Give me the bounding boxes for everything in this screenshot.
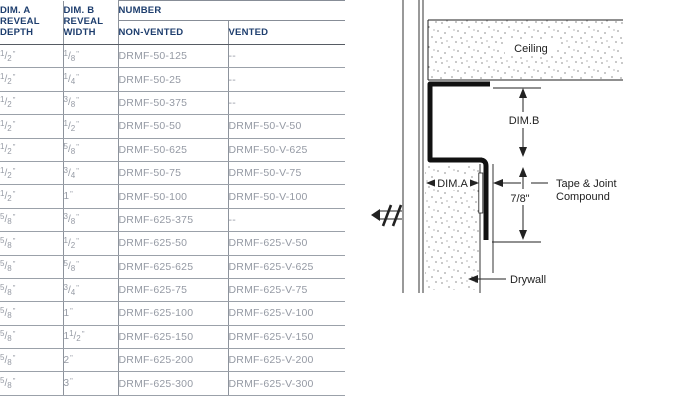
cell-dim-b-width: $^5/_8$ " [63, 138, 118, 161]
cell-dim-b-width: $^3/_4$ " [63, 278, 118, 301]
table-row [0, 255, 345, 278]
cell-dim-b-width: 1 " [63, 302, 118, 325]
header-line: DIM. A [0, 4, 31, 16]
cell-dim-a-depth: $^5/_8$ " [0, 208, 63, 231]
cell-dim-a-depth: $^1/_2$ " [0, 68, 63, 91]
table-row [0, 325, 345, 348]
tape-strip [479, 173, 483, 213]
cell-dim-a-depth: $^5/_8$ " [0, 255, 63, 278]
cell-vented-number: DRMF-625-V-200 [228, 349, 345, 372]
cell-dim-a-depth: $^1/_2$ " [0, 185, 63, 208]
ceiling-label: Ceiling [514, 43, 548, 55]
cell-non-vented-number: DRMF-50-100 [118, 185, 228, 208]
header-line: WIDTH [63, 26, 96, 38]
cell-non-vented-number: DRMF-625-300 [118, 372, 228, 395]
cell-vented-number: DRMF-625-V-625 [228, 255, 345, 278]
tape-joint-label-line1: Tape & Joint [556, 178, 617, 190]
table-row [0, 91, 345, 114]
cell-non-vented-number: DRMF-50-125 [118, 45, 228, 68]
table-row [0, 68, 345, 91]
cell-non-vented-number: DRMF-50-25 [118, 68, 228, 91]
column-header-vented: VENTED [228, 21, 345, 45]
cell-dim-a-depth: $^5/_8$ " [0, 325, 63, 348]
cell-vented-number: DRMF-625-V-150 [228, 325, 345, 348]
tape-joint-label-line2: Compound [556, 191, 610, 203]
cross-section-diagram [360, 0, 691, 412]
cell-dim-a-depth: $^5/_8$ " [0, 278, 63, 301]
table-row [0, 232, 345, 255]
cell-vented-number: -- [228, 68, 345, 91]
header-line: DIM. B [63, 4, 95, 16]
cell-dim-b-width: $1^1/_2$ " [63, 325, 118, 348]
cell-dim-b-width: $^1/_2$ " [63, 115, 118, 138]
header-line: REVEAL [63, 15, 104, 27]
dim-b-dimension [493, 88, 547, 157]
table-row [0, 161, 345, 184]
dim-b-label: DIM.B [508, 115, 540, 127]
cell-vented-number: -- [228, 45, 345, 68]
cell-dim-a-depth: $^5/_8$ " [0, 349, 63, 372]
cell-dim-a-depth: $^1/_2$ " [0, 91, 63, 114]
cell-non-vented-number: DRMF-625-200 [118, 349, 228, 372]
cell-non-vented-number: DRMF-50-375 [118, 91, 228, 114]
column-header-number: NUMBER [118, 1, 345, 21]
cell-non-vented-number: DRMF-625-50 [118, 232, 228, 255]
cell-vented-number: DRMF-625-V-50 [228, 232, 345, 255]
cell-dim-a-depth: $^1/_2$ " [0, 161, 63, 184]
cell-vented-number: -- [228, 91, 345, 114]
cell-vented-number: DRMF-625-V-100 [228, 302, 345, 325]
table-row [0, 45, 345, 68]
seven-eighths-label: 7/8" [510, 193, 530, 205]
table-row [0, 185, 345, 208]
header-line: REVEAL [0, 15, 40, 27]
table-row [0, 302, 345, 325]
cell-non-vented-number: DRMF-625-625 [118, 255, 228, 278]
cell-dim-a-depth: $^1/_2$ " [0, 115, 63, 138]
cell-dim-a-depth: $^5/_8$ " [0, 232, 63, 255]
cell-dim-a-depth: $^5/_8$ " [0, 302, 63, 325]
column-header-dim-a [0, 1, 63, 45]
cell-vented-number: DRMF-50-V-75 [228, 161, 345, 184]
cell-dim-b-width: $^3/_8$ " [63, 91, 118, 114]
dim-a-label: DIM.A [437, 178, 468, 190]
cell-dim-b-width: $^1/_2$ " [63, 232, 118, 255]
cell-dim-a-depth: $^5/_8$ " [0, 372, 63, 395]
cell-vented-number: DRMF-50-V-100 [228, 185, 345, 208]
seven-eighths-dimension [492, 167, 541, 242]
table-row [0, 208, 345, 231]
cell-dim-b-width: 3 " [63, 372, 118, 395]
wall-framing-lines [403, 0, 423, 293]
ceiling-section [428, 20, 623, 80]
table-row [0, 349, 345, 372]
cell-non-vented-number: DRMF-50-50 [118, 115, 228, 138]
cell-dim-b-width: $^3/_4$ " [63, 161, 118, 184]
cell-non-vented-number: DRMF-50-625 [118, 138, 228, 161]
cell-vented-number: DRMF-50-V-50 [228, 115, 345, 138]
table-row [0, 115, 345, 138]
cell-vented-number: DRMF-625-V-75 [228, 278, 345, 301]
cell-non-vented-number: DRMF-625-100 [118, 302, 228, 325]
table-row [0, 138, 345, 161]
cell-dim-b-width: $^1/_4$ " [63, 68, 118, 91]
header-line: DEPTH [0, 26, 34, 38]
cell-vented-number: DRMF-50-V-625 [228, 138, 345, 161]
column-header-non-vented: NON-VENTED [118, 21, 228, 45]
cell-vented-number: DRMF-625-V-300 [228, 372, 345, 395]
cell-dim-a-depth: $^1/_2$ " [0, 138, 63, 161]
cell-dim-b-width: 2 " [63, 349, 118, 372]
cell-vented-number: -- [228, 208, 345, 231]
parts-table [0, 0, 345, 396]
cell-dim-b-width: 1 " [63, 185, 118, 208]
cell-dim-a-depth: $^1/_2$ " [0, 45, 63, 68]
drywall-label: Drywall [510, 274, 547, 286]
cell-dim-b-width: $^1/_8$ " [63, 45, 118, 68]
column-header-dim-b [63, 1, 118, 45]
cell-non-vented-number: DRMF-625-75 [118, 278, 228, 301]
table-row [0, 278, 345, 301]
table-row [0, 372, 345, 395]
cell-non-vented-number: DRMF-625-150 [118, 325, 228, 348]
cell-dim-b-width: $^5/_8$ " [63, 255, 118, 278]
cell-non-vented-number: DRMF-625-375 [118, 208, 228, 231]
cell-non-vented-number: DRMF-50-75 [118, 161, 228, 184]
cell-dim-b-width: $^3/_8$ " [63, 208, 118, 231]
screw-icon [371, 205, 402, 226]
